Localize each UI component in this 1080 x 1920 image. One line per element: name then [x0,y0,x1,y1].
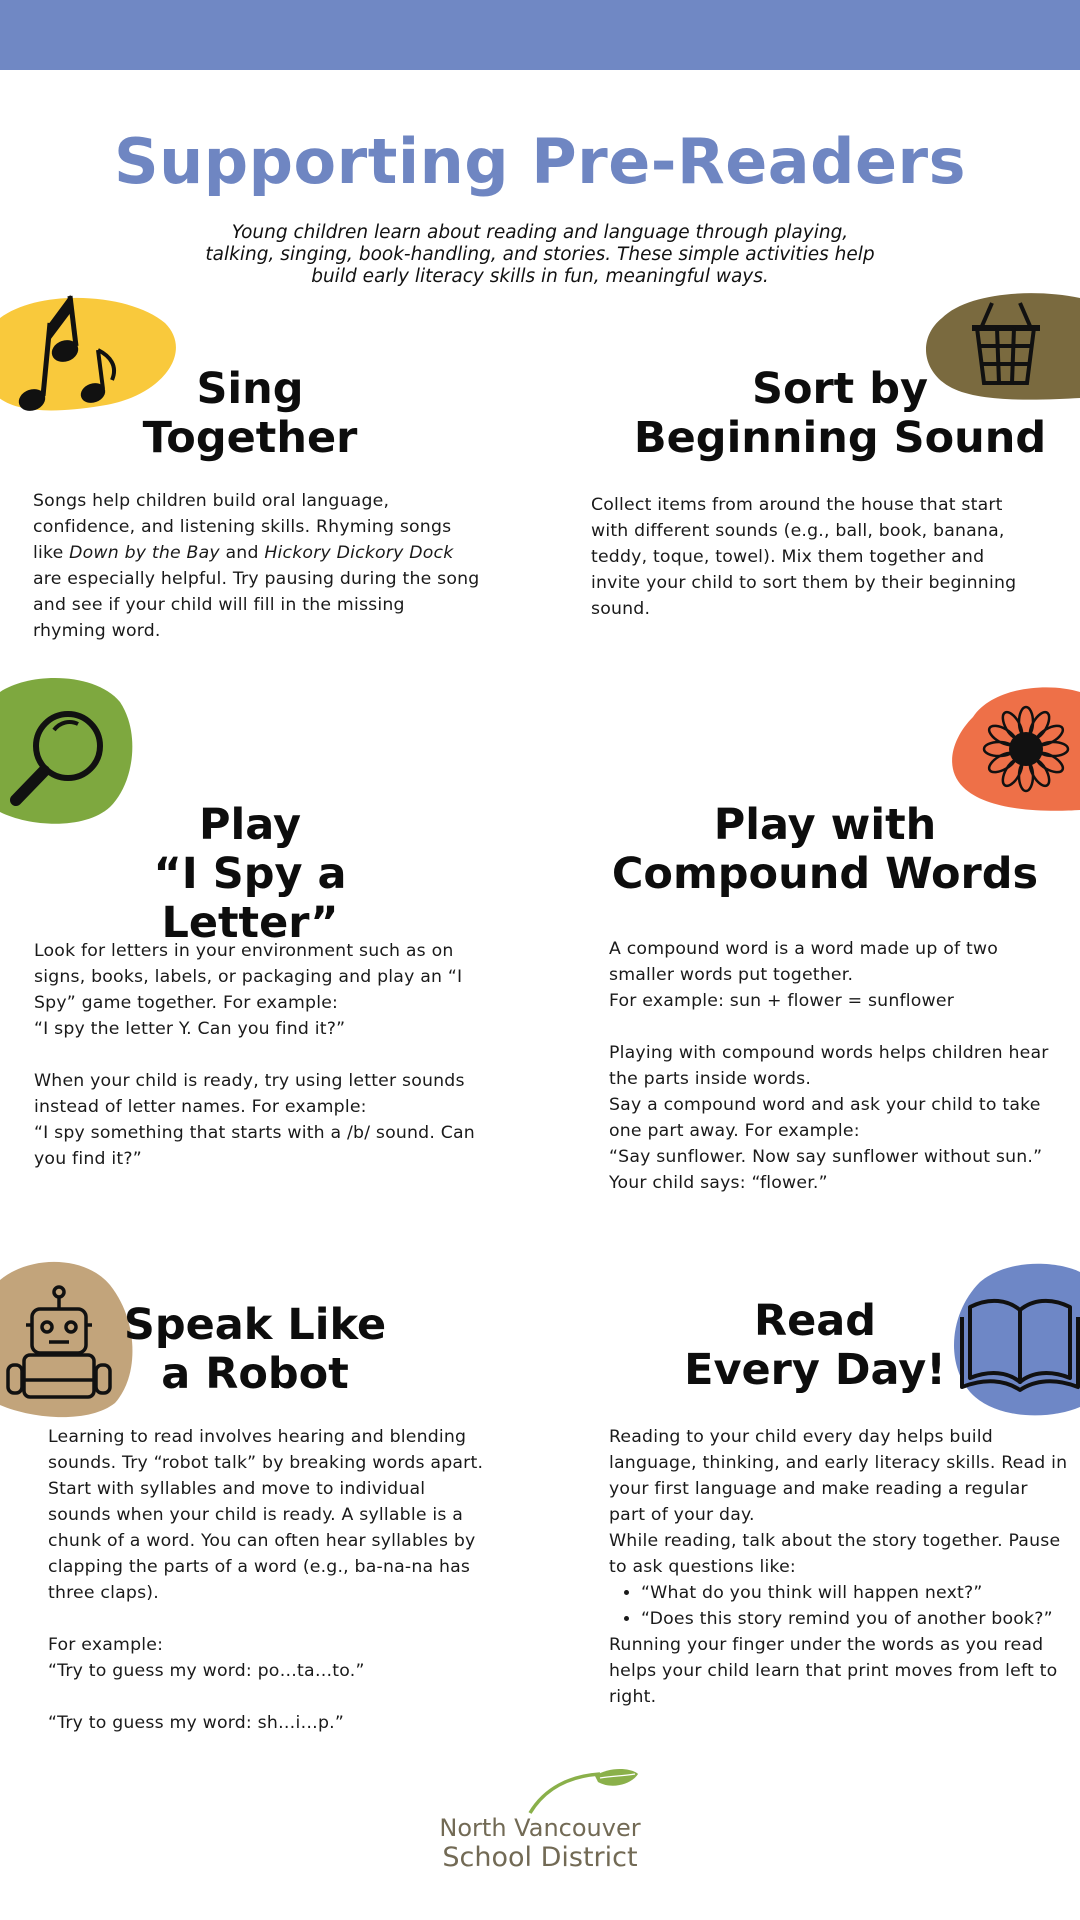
page-subtitle: Young children learn about reading and language through playing, talking, singing, book-handling, and stories. These simple activities help build early literacy skills in fun, meaningful ways. [205,222,875,287]
question-list [609,1580,1069,1632]
speak-like-robot-body: Learning to read involves hearing and blending sounds. Try “robot talk” by breaking words apart. Start with syllables and move to individual sounds when your child is ready. A syllable is a chunk of a word. You can often hear syllables by clapping the parts of a word (e.g., ba-na-na has three claps). For example: “Try to guess my word: po…ta…to.” “Try to guess my word: sh…i…p.” [48,1427,489,1733]
sort-beginning-sound-heading: Sort by Beginning Sound [633,364,1047,463]
speak-like-robot-heading: Speak Like a Robot [123,1300,387,1399]
school-district-logo [380,1768,700,1878]
i-spy-letter-heading: Play “I Spy a Letter” [153,800,347,948]
compound-words-body: A compound word is a word made up of two smaller words put together. For example: sun + flower = sunflower Playing with compound words helps children hear the parts inside words. Say a compound word and ask your child to take one part away. For example: “Say sunflower. Now say sunflower without sun.” Your child says: “flower.” [609,939,1049,1193]
top-banner [0,0,1080,70]
sunflower-icon [948,682,1080,812]
read-every-day-body: Reading to your child every day helps build language, thinking, and early literacy skills. Read in your first language and make reading a regular part of your day. While reading, talk about the story together. Pause to ask questions like: • “What do you think will happen next?” • “Does this story remind you of another book?” Running your finger under the words as you read helps your child learn that print moves from left to right. [609,1424,1069,1710]
compound-words-heading: Play with Compound Words [611,800,1039,899]
page-title: Supporting Pre-Readers [113,125,967,198]
logo-line-2: School District [442,1842,638,1873]
read-every-day-heading: Read Every Day! [684,1296,946,1395]
logo-line-1: North Vancouver [439,1814,641,1842]
leaf-icon [520,1768,650,1818]
sing-together-heading: Sing Together [142,364,358,463]
open-book-icon [950,1262,1080,1417]
sort-beginning-sound-body: Collect items from around the house that start with different sounds (e.g., ball, book, banana, teddy, toque, towel). Mix them together and invite your child to sort them by their beginning sound. [591,495,1022,619]
i-spy-letter-body: Look for letters in your environment such as on signs, books, labels, or packaging and play an “I Spy” game together. For example: “I spy the letter Y. Can you find it?” When your child is ready, try using letter sounds instead of letter names. For example: “I spy something that starts with a /b/ sound. Can you find it?” [34,941,475,1169]
list-item: • “What do you think will happen next?” [641,1580,1069,1606]
list-item: • “Does this story remind you of another book?” [641,1606,1069,1632]
sing-together-body: Songs help children build oral language, confidence, and listening skills. Rhyming songs like Down by the Bay and Hickory Dickory Dock are especially helpful. Try pausing during the song and see if your child will fill in the missing rhyming word. [33,491,486,641]
